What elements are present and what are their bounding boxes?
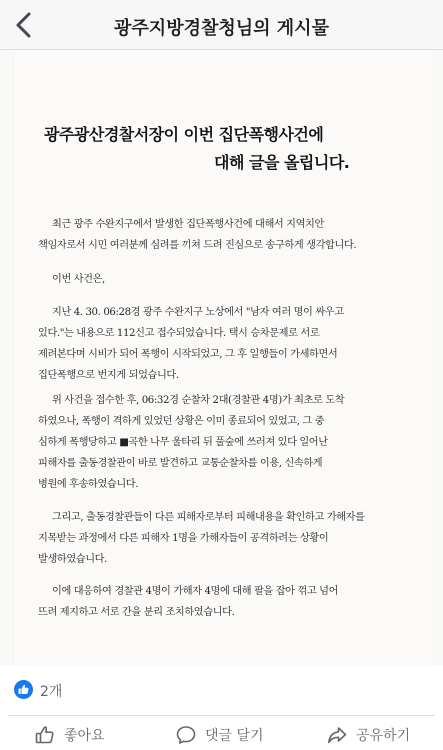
- comment-button-label: 댓글 달기: [205, 728, 264, 744]
- reaction-summary[interactable]: [0, 665, 443, 715]
- document-text-line: 지난 4. 30. 06:28경 광주 수완지구 노상에서 "남자 여러 명이 싸우고: [52, 307, 344, 318]
- document-text-line: 있다."는 내용으로 112신고 접수되었습니다. 택시 승차문제로 서로: [38, 328, 320, 339]
- like-button-label: 좋아요: [64, 728, 105, 744]
- document-text-line: 이번 사건은,: [52, 274, 105, 285]
- share-button-label: 공유하기: [356, 728, 411, 744]
- document-heading-line: 대해 글을 올립니다.: [214, 153, 350, 172]
- thumbs-up-badge: [14, 680, 33, 699]
- like-count[interactable]: 2개: [40, 684, 63, 700]
- action-bar: [0, 716, 443, 750]
- like-button[interactable]: [34, 722, 105, 748]
- document-text-line: 지목받는 과정에서 다른 피해자 1명을 가해자들이 공격하려는 상황이: [38, 533, 329, 544]
- post-photo[interactable]: [0, 50, 443, 665]
- document-text-line: 피해자를 출동경찰관이 바로 발견하고 교통순찰차를 이용, 신속하게: [38, 458, 323, 469]
- thumbs-up-outline-icon: [34, 724, 56, 746]
- document-text-line: 그리고, 출동경찰관들이 다른 피해자로부터 피해내용을 확인하고 가해자를: [52, 512, 365, 523]
- document-text-line: 뜨려 제지하고 서로 간을 분리 조치하였습니다.: [38, 607, 235, 618]
- page-title: 광주지방경찰청님의 게시물: [114, 18, 329, 39]
- top-nav-bar: [0, 0, 443, 50]
- document-text-line: 집단폭행으로 번지게 되었습니다.: [38, 370, 179, 381]
- document-text-line: 심하게 폭행당하고 ■곡한 나무 울타리 뒤 풀숲에 쓰러져 있다 일어난: [38, 437, 328, 448]
- document-text-line: 발생하였습니다.: [38, 554, 107, 565]
- comment-button[interactable]: [175, 722, 264, 748]
- document-text-line: 최근 광주 수완지구에서 발생한 집단폭행사건에 대해서 지역치안: [52, 219, 324, 230]
- share-arrow-icon: [326, 724, 348, 746]
- document-text-line: 책임자로서 시민 여러분께 심려를 끼쳐 드려 진심으로 송구하게 생각합니다.: [38, 240, 357, 251]
- thumbs-up-icon: [14, 680, 33, 699]
- back-button[interactable]: [10, 8, 40, 42]
- document-text-line: 위 사건을 접수한 후, 06:32경 순찰차 2대(경찰관 4명)가 최초로 도착: [52, 395, 345, 406]
- document-image: [14, 50, 433, 665]
- document-heading-line: 광주광산경찰서장이 이번 집단폭행사건에: [44, 125, 324, 144]
- document-text-line: 병원에 후송하였습니다.: [38, 479, 139, 490]
- document-text-line: 이에 대응하여 경찰관 4명이 가해자 4명에 대해 팔을 잡아 꺾고 넘어: [52, 586, 339, 597]
- document-text-line: 하였으나, 폭행이 격하게 있었던 상황은 이미 종료되어 있었고, 그 중: [38, 416, 325, 427]
- chevron-left-icon: [10, 8, 40, 42]
- share-button[interactable]: [326, 722, 410, 748]
- comment-icon: [175, 724, 197, 746]
- document-text-line: 제려본다며 시비가 되어 폭행이 시작되었고, 그 후 일행들이 가세하면서: [38, 349, 338, 360]
